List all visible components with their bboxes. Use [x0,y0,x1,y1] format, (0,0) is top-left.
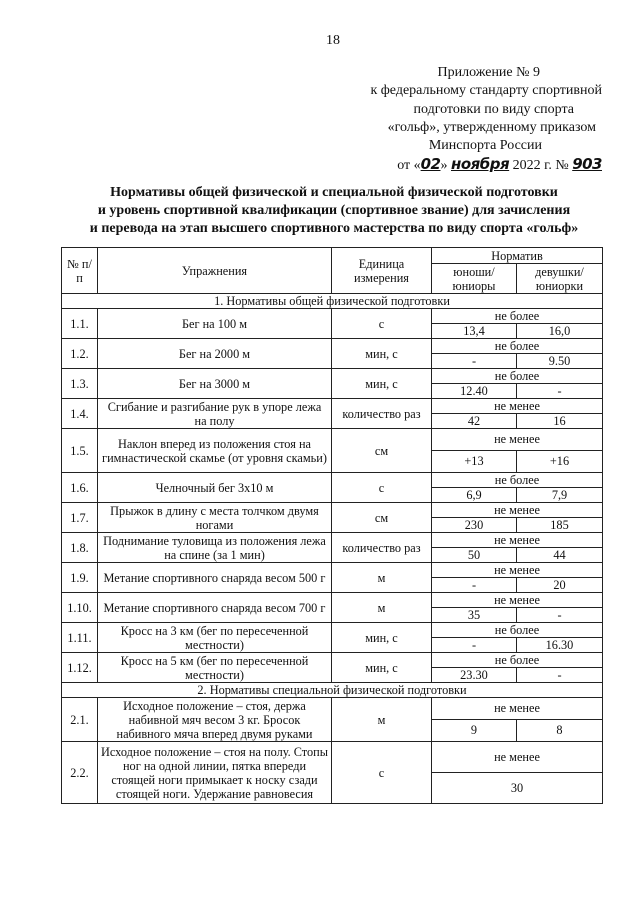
norm-condition: не менее [432,503,603,518]
unit-cell: м [332,563,432,593]
row-number: 1.10. [62,593,98,623]
exercise-name: Бег на 3000 м [98,369,332,399]
unit-cell: м [332,593,432,623]
exercise-name: Метание спортивного снаряда весом 500 г [98,563,332,593]
table-row [62,309,603,324]
exercise-name: Кросс на 3 км (бег по пересеченной местности) [98,623,332,653]
norm-condition: не более [432,339,603,354]
row-number: 1.3. [62,369,98,399]
unit-cell: количество раз [332,399,432,429]
norm-condition: не менее [432,742,603,773]
norm-value-boys: +13 [432,451,517,473]
row-number: 1.11. [62,623,98,653]
norm-condition: не менее [432,698,603,720]
exercise-name: Поднимание туловища из положения лежа на спине (за 1 мин) [98,533,332,563]
unit-cell: мин, с [332,623,432,653]
norm-value-girls: 16.30 [517,638,603,653]
norm-value-boys: 12.40 [432,384,517,399]
norm-value-girls: 16,0 [517,324,603,339]
norm-value-girls: 20 [517,578,603,593]
row-number: 1.9. [62,563,98,593]
appendix-line: Приложение № 9 [437,65,540,80]
row-number: 1.4. [62,399,98,429]
unit-cell: м [332,698,432,742]
norm-value-boys: 230 [432,518,517,533]
header-girls: девушки/ юниорки [517,264,603,294]
norm-condition: не менее [432,429,603,451]
table-row [62,473,603,488]
unit-cell: см [332,503,432,533]
norm-value-boys: 9 [432,720,517,742]
table-row [62,429,603,451]
norm-value-boys: 6,9 [432,488,517,503]
table-row [62,563,603,578]
norm-condition: не более [432,653,603,668]
standards-table [61,247,603,804]
row-number: 2.2. [62,742,98,804]
row-number: 1.2. [62,339,98,369]
date-day: 02 [420,155,441,174]
exercise-name: Наклон вперед из положения стоя на гимнастической скамье (от уровня скамьи) [98,429,332,473]
unit-cell: с [332,473,432,503]
appendix-block [302,64,602,176]
date-year: 2022 г. № [512,158,569,174]
table-row [62,593,603,608]
unit-cell: с [332,309,432,339]
appendix-line: Минспорта России [428,138,542,154]
table-row [62,742,603,773]
unit-cell: мин, с [332,339,432,369]
norm-condition: не более [432,369,603,384]
header-exercise: Упражнения [98,248,332,294]
norm-value-boys: - [432,638,517,653]
section-header: 1. Нормативы общей физической подготовки [62,294,603,309]
row-number: 1.8. [62,533,98,563]
norm-value-boys: 50 [432,548,517,563]
norm-condition: не менее [432,399,603,414]
norm-value-girls: - [517,608,603,623]
unit-cell: мин, с [332,653,432,683]
norm-condition: не более [432,309,603,324]
norm-value-girls: +16 [517,451,603,473]
norm-value-girls: - [517,668,603,683]
norm-condition: не более [432,473,603,488]
date-month: ноября [451,155,510,174]
exercise-name: Исходное положение – стоя, держа набивной мяч весом 3 кг. Бросок набивного мяча вперед двумя руками [98,698,332,742]
appendix-line: «гольф», утвержденному приказом [387,119,596,135]
header-boys: юноши/ юниоры [432,264,517,294]
norm-value-girls: 44 [517,548,603,563]
norm-value-boys: 35 [432,608,517,623]
exercise-name: Челночный бег 3х10 м [98,473,332,503]
header-unit: Единица измерения [332,248,432,294]
section-header: 2. Нормативы специальной физической подготовки [62,683,603,698]
norm-value-girls: - [517,384,603,399]
table-row [62,399,603,414]
table-row [62,339,603,354]
norm-value-girls: 9.50 [517,354,603,369]
unit-cell: с [332,742,432,804]
exercise-name: Кросс на 5 км (бег по пересеченной местности) [98,653,332,683]
norm-value-boys: - [432,578,517,593]
table-row [62,698,603,720]
unit-cell: количество раз [332,533,432,563]
exercise-name: Метание спортивного снаряда весом 700 г [98,593,332,623]
row-number: 1.7. [62,503,98,533]
table-row [62,369,603,384]
norm-value-boys: 23.30 [432,668,517,683]
page-number: 18 [326,33,340,48]
exercise-name: Бег на 100 м [98,309,332,339]
exercise-name: Бег на 2000 м [98,339,332,369]
appendix-line: к федеральному стандарту спортивной [370,83,602,99]
norm-condition: не менее [432,533,603,548]
norm-condition: не менее [432,593,603,608]
header-num: № п/п [62,248,98,294]
norm-value-both: 30 [432,773,603,804]
norm-value-girls: 16 [517,414,603,429]
date-mid: » [440,158,448,174]
norm-value-girls: 8 [517,720,603,742]
table-row [62,653,603,668]
exercise-name: Исходное положение – стоя на полу. Стопы ног на одной линии, пятка впереди стоящей ноги примыкает к носку сзади стоящей ноги. Удержание равновесия [98,742,332,804]
row-number: 1.12. [62,653,98,683]
row-number: 2.1. [62,698,98,742]
order-date [302,155,602,175]
table-row [62,503,603,518]
row-number: 1.5. [62,429,98,473]
header-norm: Норматив [432,248,603,264]
exercise-name: Сгибание и разгибание рук в упоре лежа на полу [98,399,332,429]
unit-cell: см [332,429,432,473]
table-row [62,533,603,548]
norm-value-boys: 13,4 [432,324,517,339]
row-number: 1.1. [62,309,98,339]
order-number: 903 [572,155,602,174]
norm-value-boys: 42 [432,414,517,429]
table-row [62,683,603,698]
title-line: и уровень спортивной квалификации (спортивное звание) для зачисления [97,203,571,218]
date-prefix: от « [397,158,421,174]
document-title [56,184,612,238]
title-line: и перевода на этап высшего спортивного мастерства по виду спорта «гольф» [89,221,579,236]
norm-value-girls: 7,9 [517,488,603,503]
row-number: 1.6. [62,473,98,503]
table-body [62,294,603,804]
table-row [62,623,603,638]
unit-cell: мин, с [332,369,432,399]
norm-condition: не более [432,623,603,638]
norm-value-boys: - [432,354,517,369]
norm-condition: не менее [432,563,603,578]
exercise-name: Прыжок в длину с места толчком двумя ногами [98,503,332,533]
title-line: Нормативы общей физической и специальной физической подготовки [110,185,558,200]
appendix-line: подготовки по виду спорта [413,101,574,117]
norm-value-girls: 185 [517,518,603,533]
